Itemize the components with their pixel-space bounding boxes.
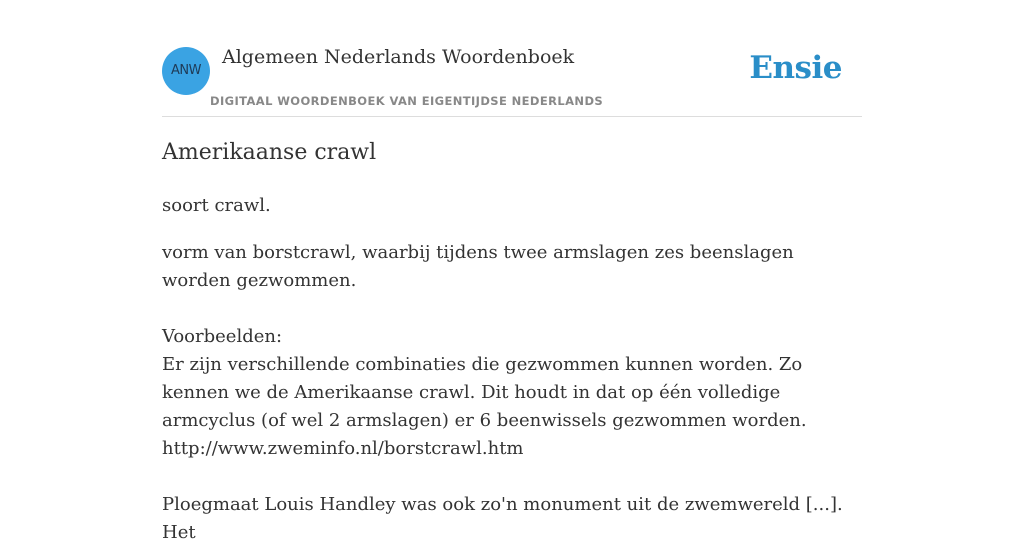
ensie-logo-link[interactable]: Ensie [749,50,842,86]
example-1: Er zijn verschillende combinaties die gezwommen kunnen worden. Zo kennen we de Amerikaanse crawl. Dit houdt in dat op één volledige armcyclus (of wel 2 armslagen) er 6 beenwissels gezwommen worden. [162,354,807,431]
spacer [162,463,862,491]
definition: vorm van borstcrawl, waarbij tijdens twee armslagen zes beenslagen worden gezwommen. [162,242,794,291]
page [162,0,862,543]
site-header [162,0,862,117]
entry-title: Amerikaanse crawl [162,140,377,165]
short-definition: soort crawl. [162,195,271,216]
example-2: Ploegmaat Louis Handley was ook zo'n monument uit de zwemwereld [...]. Het [162,494,843,543]
entry-content [162,192,862,547]
site-subtitle: DIGITAAL WOORDENBOEK VAN EIGENTIJDSE NEDERLANDS [210,94,604,108]
spacer [162,295,862,323]
examples-heading: Voorbeelden: [162,326,283,347]
site-title[interactable]: Algemeen Nederlands Woordenboek [222,46,575,68]
example-1-source: http://www.zweminfo.nl/borstcrawl.htm [162,438,524,459]
anw-logo[interactable]: ANW [162,47,210,95]
